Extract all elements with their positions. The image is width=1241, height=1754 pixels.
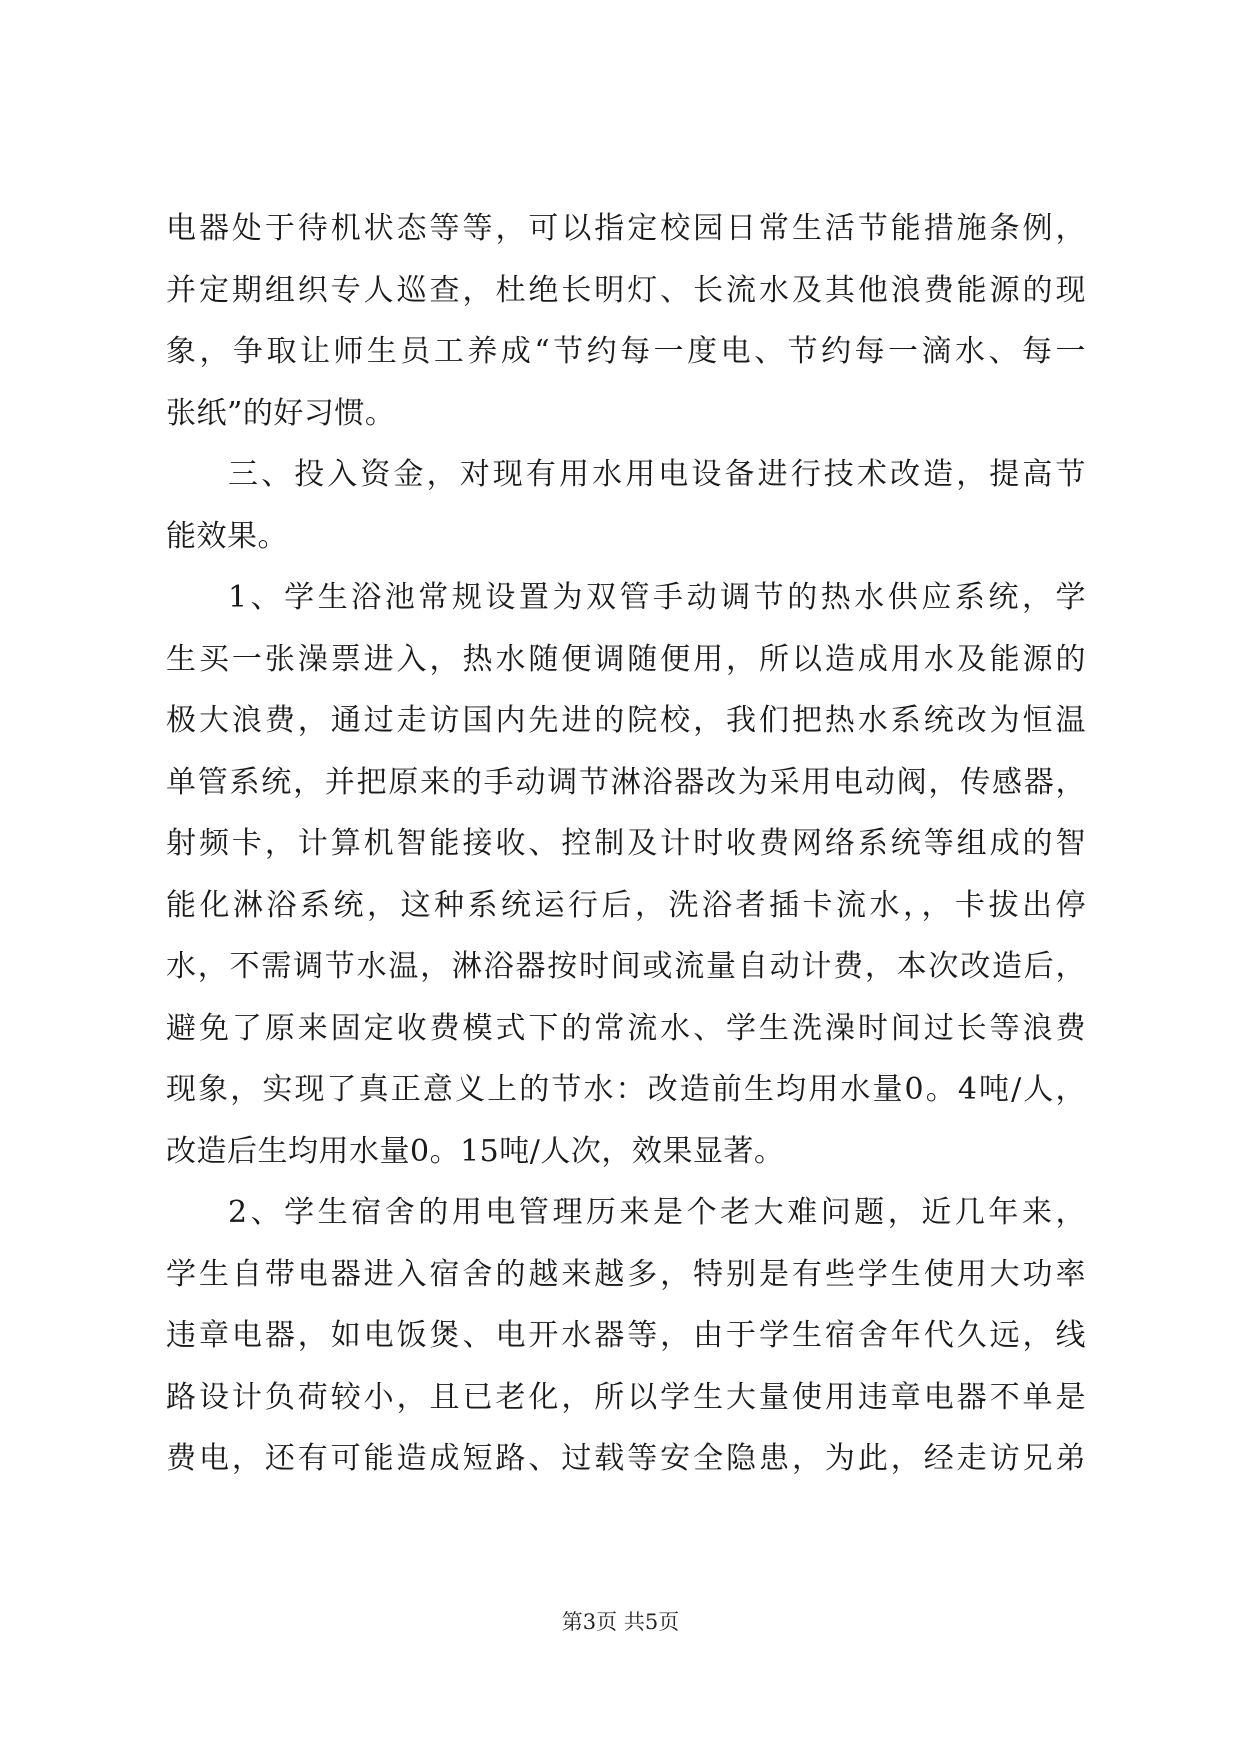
text-line: 象，争取让师生员工养成“节约每一度电、节约每一滴水、每一	[166, 334, 1086, 369]
text-line: 能化淋浴系统，这种系统运行后，洗浴者插卡流水，，卡拔出停	[166, 887, 1086, 923]
text-line: 改造后生均用水量0。15吨/人次，效果显著。	[166, 1133, 785, 1169]
text-line: 射频卡，计算机智能接收、控制及计时收费网络系统等组成的智	[166, 826, 1086, 861]
text-line: 费电，还有可能造成短路、过载等安全隐患，为此，经走访兄弟	[166, 1441, 1086, 1476]
text-line: 极大浪费，通过走访国内先进的院校，我们把热水系统改为恒温	[166, 703, 1086, 738]
text-line: 三、投入资金，对现有用水用电设备进行技术改造，提高节	[228, 457, 1086, 492]
text-line: 避免了原来固定收费模式下的常流水、学生洗澡时间过长等浪费	[166, 1010, 1086, 1046]
body-text	[166, 198, 1086, 1490]
text-line: 单管系统，并把原来的手动调节淋浴器改为采用电动阀，传感器，	[166, 764, 1086, 800]
text-line: 生买一张澡票进入，热水随便调随便用，所以造成用水及能源的	[166, 641, 1086, 677]
text-line: 能效果。	[166, 518, 288, 554]
text-line: 电器处于待机状态等等，可以指定校园日常生活节能措施条例，	[166, 211, 1086, 246]
text-line: 违章电器，如电饭煲、电开水器等，由于学生宿舍年代久远，线	[166, 1318, 1086, 1353]
text-line: 学生自带电器进入宿舍的越来越多，特别是有些学生使用大功率	[166, 1256, 1086, 1292]
text-line: 路设计负荷较小，且已老化，所以学生大量使用违章电器不单是	[166, 1379, 1086, 1415]
text-line: 并定期组织专人巡查，杜绝长明灯、长流水及其他浪费能源的现	[166, 272, 1086, 308]
page-footer: 第3页 共5页	[561, 1610, 680, 1634]
text-line: 水，不需调节水温，淋浴器按时间或流量自动计费，本次改造后，	[166, 949, 1086, 984]
text-line: 2、学生宿舍的用电管理历来是个老大难问题，近几年来，	[228, 1195, 1086, 1230]
text-line: 1、学生浴池常规设置为双管手动调节的热水供应系统，学	[228, 580, 1086, 615]
text-line: 现象，实现了真正意义上的节水：改造前生均用水量0。4吨/人，	[166, 1072, 1086, 1107]
text-line: 张纸”的好习惯。	[166, 395, 396, 431]
